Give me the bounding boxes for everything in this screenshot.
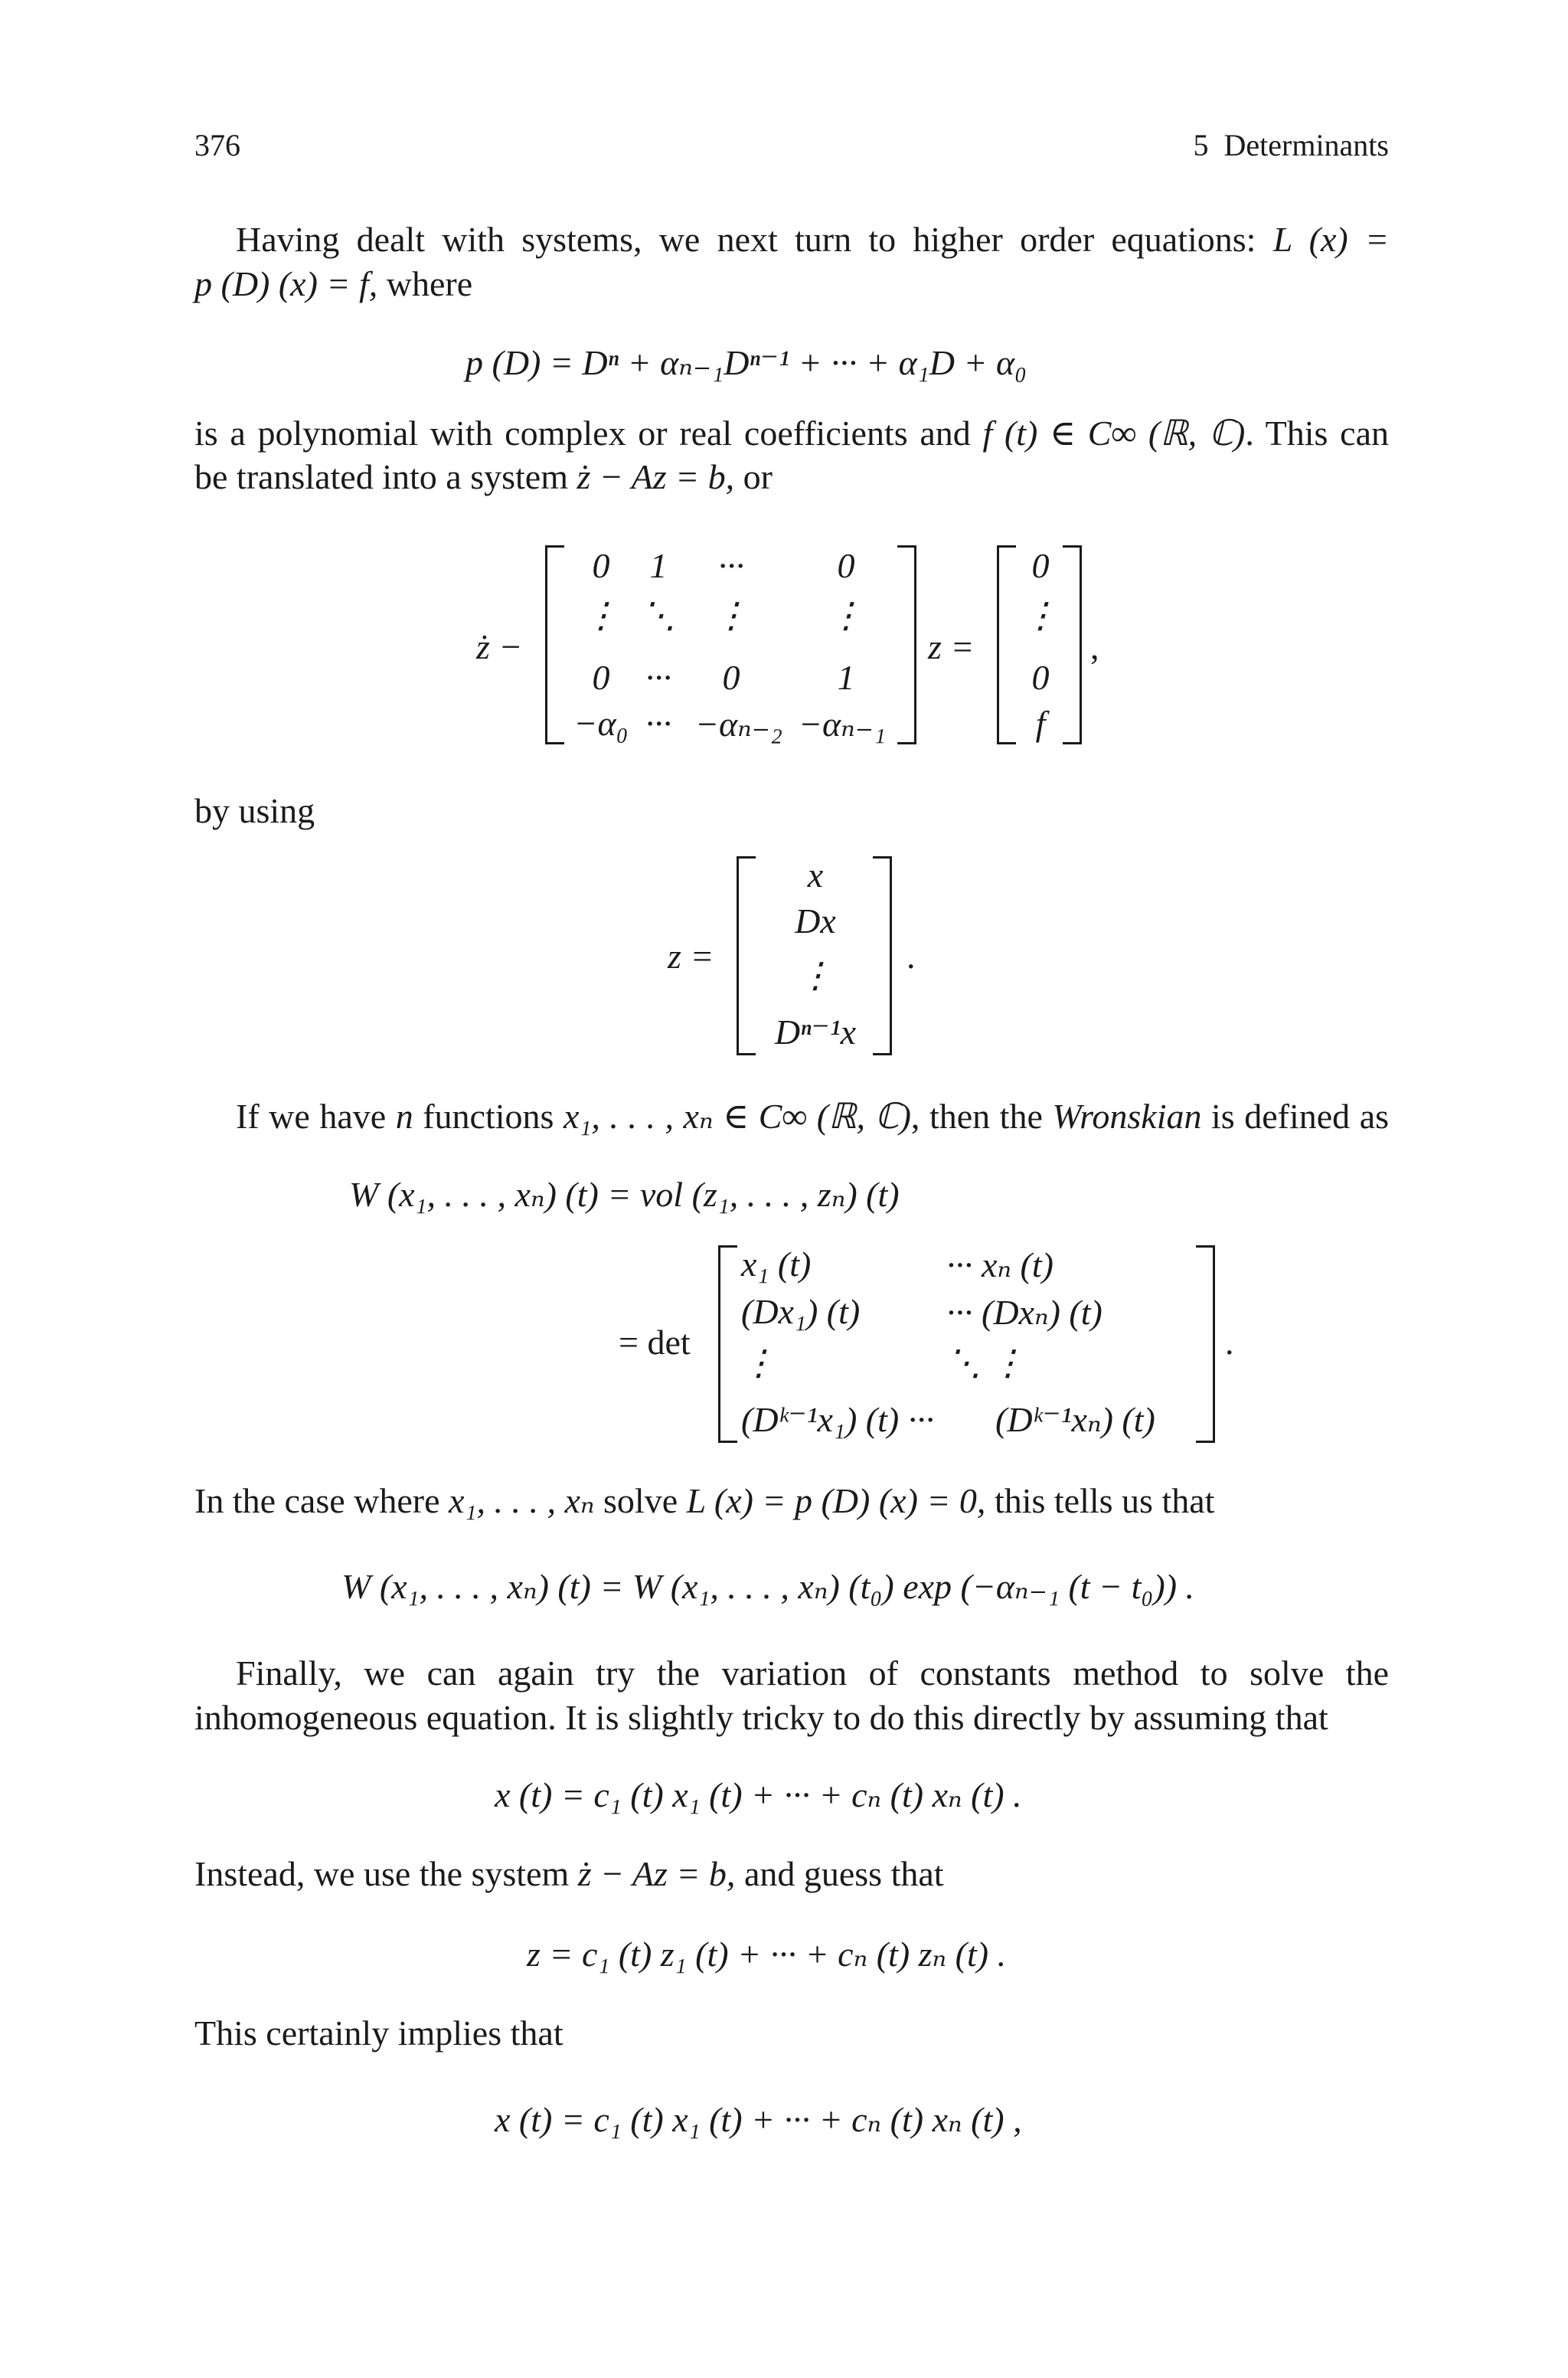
paragraph-text: functions <box>423 1097 554 1136</box>
paragraph-text: If we have <box>236 1097 387 1136</box>
matrix-cell: 1 <box>649 546 668 585</box>
paragraph-text: This certainly implies that <box>194 2013 564 2053</box>
matrix-cell: (Dx₁) (t) <box>741 1292 861 1331</box>
vector-cell: Dx <box>795 901 836 940</box>
display-equation: z = c₁ (t) z₁ (t) + ··· + cₙ (t) zₙ (t) . <box>527 1935 1007 1974</box>
inline-math: f (t) ∈ C∞ (ℝ, ℂ) <box>982 414 1246 453</box>
paragraph-text: is defined as <box>1211 1097 1390 1136</box>
matrix-cell: ⋮ <box>714 596 749 635</box>
display-equation: p (D) = Dⁿ + αₙ₋₁Dⁿ⁻¹ + ··· + α₁D + α₀ <box>466 343 1027 382</box>
display-equation: W (x₁, . . . , xₙ) (t) = W (x₁, . . . , xₙ) (t₀) exp (−αₙ₋₁ (t − t₀)) . <box>341 1567 1195 1606</box>
vector-cell: 0 <box>1031 658 1050 697</box>
display-equation: x (t) = c₁ (t) x₁ (t) + ··· + cₙ (t) xₙ (t) . <box>495 1775 1022 1814</box>
vector-cell: 0 <box>1031 546 1050 585</box>
matrix-cell: ··· (Dxₙ) (t) <box>946 1293 1102 1332</box>
matrix-cell: 0 <box>592 658 610 697</box>
right-bracket <box>897 545 916 744</box>
paragraph-line <box>236 1095 1389 1137</box>
matrix-trail: , <box>1090 627 1099 666</box>
paragraph-text: this tells us that <box>994 1481 1215 1520</box>
left-bracket <box>718 1245 737 1443</box>
right-bracket <box>1063 545 1082 744</box>
paragraph-text: and guess that <box>743 1854 944 1893</box>
inline-math: L (x) = p (D) (x) = 0, <box>686 1481 986 1520</box>
left-bracket <box>737 856 756 1055</box>
matrix-cell: 1 <box>837 658 855 697</box>
matrix-lhs: ż − <box>476 627 523 666</box>
vector-cell: ⋮ <box>798 956 833 995</box>
paragraph-line <box>194 263 472 304</box>
paragraph-text: Having dealt with systems, we next turn to higher order equations: <box>236 220 1256 259</box>
paragraph-text: . This can <box>1245 414 1389 453</box>
inline-math: L (x) = <box>1272 220 1389 259</box>
det-label: = det <box>619 1323 691 1362</box>
matrix-cell: ⋮ <box>583 596 619 635</box>
matrix-cell: ⋱ <box>641 596 676 635</box>
matrix-trail: . <box>1225 1323 1234 1362</box>
paragraph-line <box>194 456 773 497</box>
matrix-cell: (Dᵏ⁻¹xₙ) (t) <box>995 1400 1155 1439</box>
vector-trail: . <box>906 937 916 976</box>
paragraph-line: Finally, we can again try the variation of constants method to solve the <box>236 1653 1389 1693</box>
matrix-cell: ··· <box>717 546 745 585</box>
paragraph-line <box>194 1480 1214 1521</box>
inline-math: ż − Az = b, <box>577 1854 736 1893</box>
matrix-cell: (Dᵏ⁻¹x₁) (t) ··· <box>741 1400 935 1439</box>
paragraph-line <box>194 412 1389 453</box>
matrix-mid: z = <box>928 627 975 666</box>
paragraph-text: by using <box>194 791 315 830</box>
matrix-cell: −α₀ <box>573 704 629 743</box>
matrix-cell: 0 <box>722 658 740 697</box>
matrix-cell: 0 <box>592 546 610 585</box>
inline-math: x₁, . . . , xₙ <box>449 1481 595 1520</box>
inline-math: p (D) (x) = f, <box>194 264 378 303</box>
chapter-title: 5 Determinants <box>1193 128 1389 162</box>
vector-cell: x <box>807 855 824 895</box>
vector-cell: f <box>1035 704 1046 743</box>
display-equation: W (x₁, . . . , xₙ) (t) = vol (z₁, . . . , zₙ) (t) <box>349 1175 900 1214</box>
paragraph-text: solve <box>603 1481 678 1520</box>
paragraph-line <box>236 219 1389 260</box>
paragraph-line: inhomogeneous equation. It is slightly tricky to do this directly by assuming that <box>194 1698 1328 1737</box>
paragraph-text: be translated into a system <box>194 457 568 496</box>
paragraph-text: or <box>743 457 773 496</box>
page-number: 376 <box>194 128 240 162</box>
matrix-cell: −αₙ₋₁ <box>798 705 887 744</box>
paragraph-line <box>194 1853 944 1894</box>
vector-cell: Dⁿ⁻¹x <box>774 1012 857 1052</box>
matrix-cell: ⋮ <box>741 1343 776 1382</box>
inline-math: ż − Az = b, <box>577 457 735 496</box>
paragraph-text: , then the <box>910 1097 1043 1136</box>
inline-math: x₁, . . . , xₙ ∈ C∞ (ℝ, ℂ) <box>563 1097 911 1136</box>
matrix-cell: ··· <box>645 704 672 743</box>
paragraph-text: is a polynomial with complex or real coefficients and <box>194 414 971 453</box>
paragraph-text: In the case where <box>194 1481 440 1520</box>
vector-cell: ⋮ <box>1023 596 1058 635</box>
inline-math: n <box>395 1097 413 1136</box>
matrix-cell: ··· xₙ (t) <box>946 1245 1054 1284</box>
matrix-cell: ⋱ ⋮ <box>946 1343 1026 1382</box>
right-bracket <box>1196 1245 1215 1443</box>
matrix-cell: −αₙ₋₂ <box>694 705 783 744</box>
left-bracket <box>545 545 564 744</box>
matrix-cell: ··· <box>645 658 672 697</box>
matrix-cell: 0 <box>837 546 855 585</box>
paragraph-text: Instead, we use the system <box>194 1854 570 1893</box>
left-bracket <box>997 545 1016 744</box>
vector-lhs: z = <box>668 937 714 976</box>
defined-term: Wronskian <box>1052 1097 1202 1136</box>
matrix-cell: ⋮ <box>828 596 864 635</box>
display-equation: x (t) = c₁ (t) x₁ (t) + ··· + cₙ (t) xₙ (t) , <box>495 2100 1022 2139</box>
right-bracket <box>873 856 892 1055</box>
paragraph-text: where <box>386 264 473 303</box>
matrix-cell: x₁ (t) <box>741 1245 812 1284</box>
